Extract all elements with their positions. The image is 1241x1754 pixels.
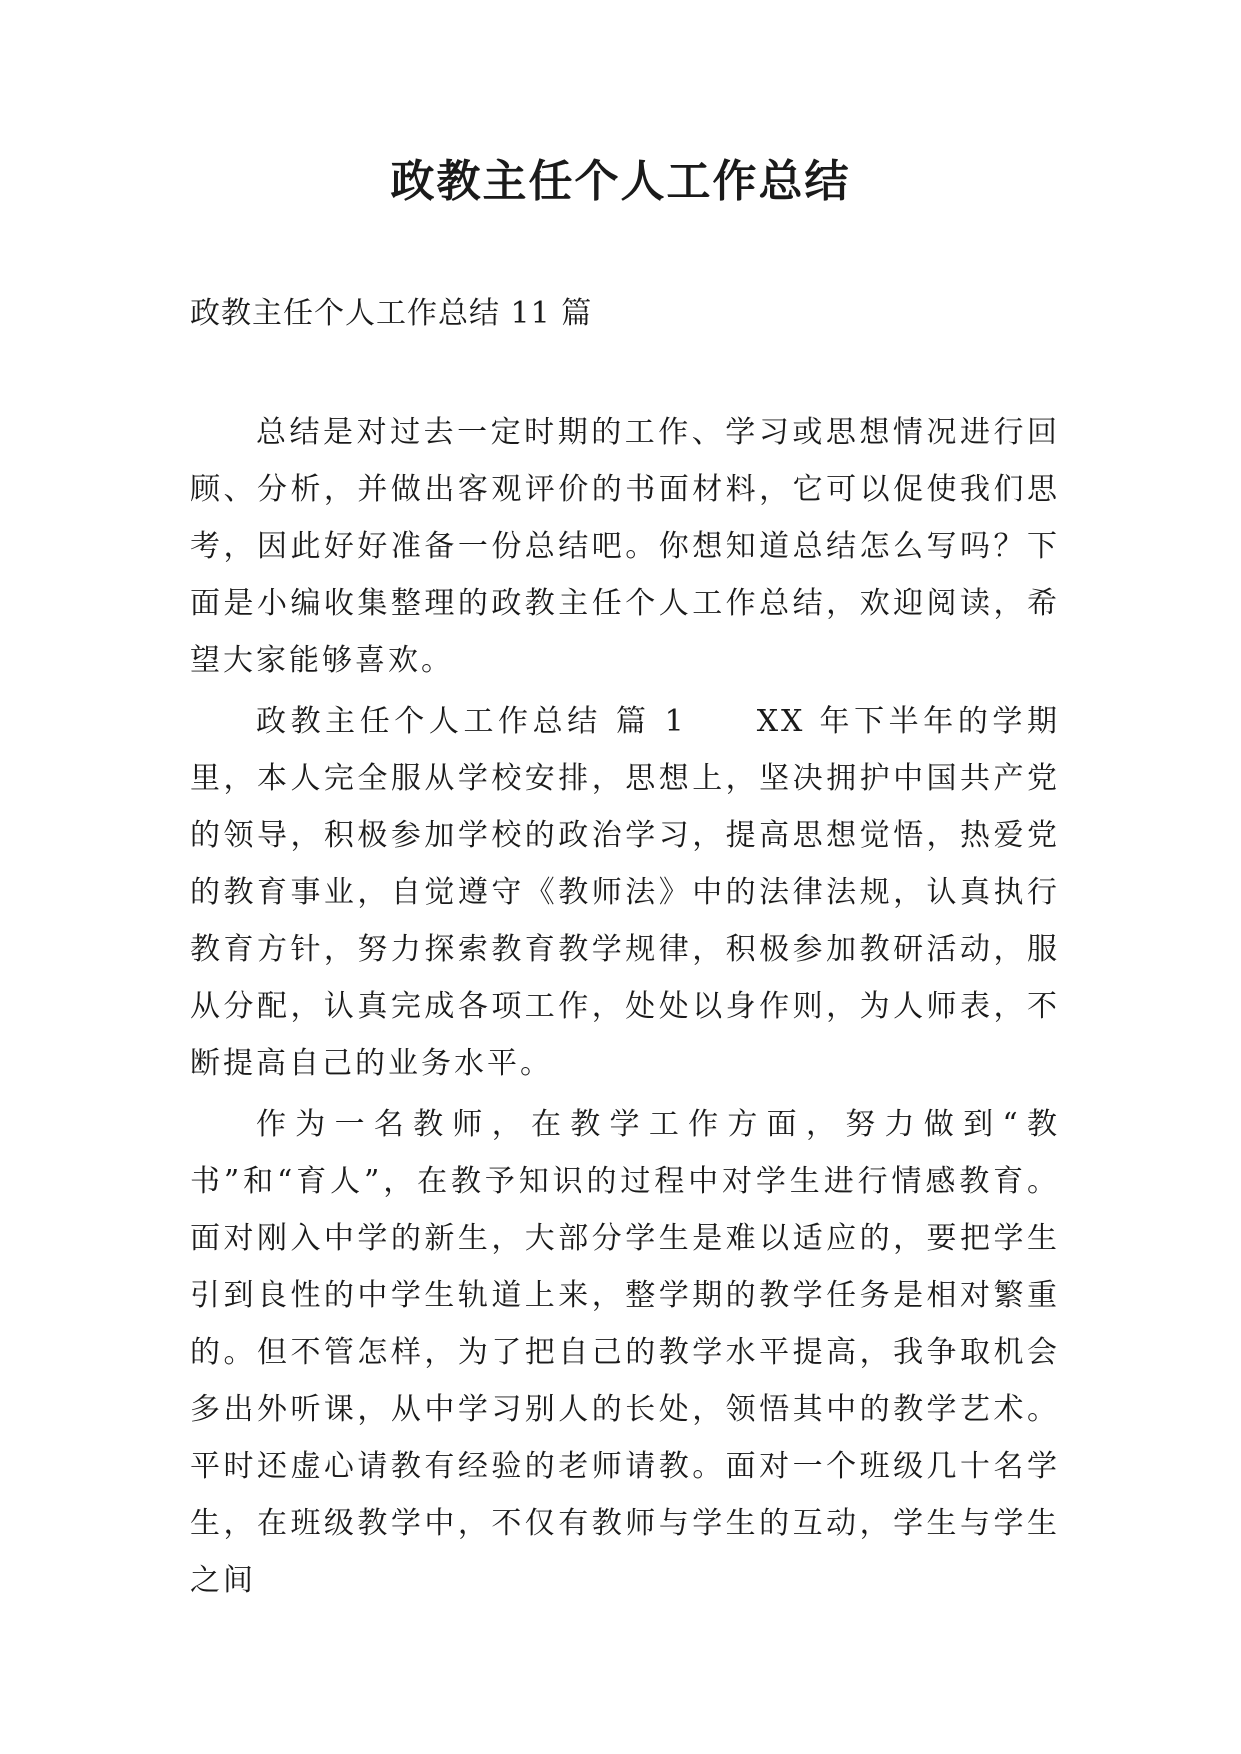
document-title: 政教主任个人工作总结 bbox=[390, 156, 851, 207]
section-1-heading: 政教主任个人工作总结 篇 1 bbox=[256, 704, 687, 739]
document-subtitle: 政教主任个人工作总结 11 篇 bbox=[190, 296, 593, 331]
teaching-paragraph: 作为一名教师，在教学工作方面，努力做到“教书”和“育人”，在教予知识的过程中对学生进行情感教育。面对刚入中学的新生，大部分学生是难以适应的，要把学生引到良性的中学生轨道上来，整学期的教学任务是相对繁重的。但不管怎样，为了把自己的教学水平提高，我争取机会多出外听课，从中学习别人的长处，领悟其中的教学艺术。平时还虚心请教有经验的老师请教。面对一个班级几十名学生，在班级教学中，不仅有教师与学生的互动，学生与学生之间 bbox=[190, 1107, 1060, 1598]
section-1-paragraph bbox=[190, 693, 1060, 1092]
intro-paragraph: 总结是对过去一定时期的工作、学习或思想情况进行回顾、分析，并做出客观评价的书面材料，它可以促使我们思考，因此好好准备一份总结吧。你想知道总结怎么写吗？下面是小编收集整理的政教主任个人工作总结，欢迎阅读，希望大家能够喜欢。 bbox=[190, 415, 1060, 678]
section-1-text: XX 年下半年的学期里，本人完全服从学校安排，思想上，坚决拥护中国共产党的领导，积极参加学校的政治学习，提高思想觉悟，热爱党的教育事业，自觉遵守《教师法》中的法律法规，认真执行教育方针，努力探索教育教学规律，积极参加教研活动，服从分配，认真完成各项工作，处处以身作则，为人师表，不断提高自己的业务水平。 bbox=[190, 704, 1060, 1081]
